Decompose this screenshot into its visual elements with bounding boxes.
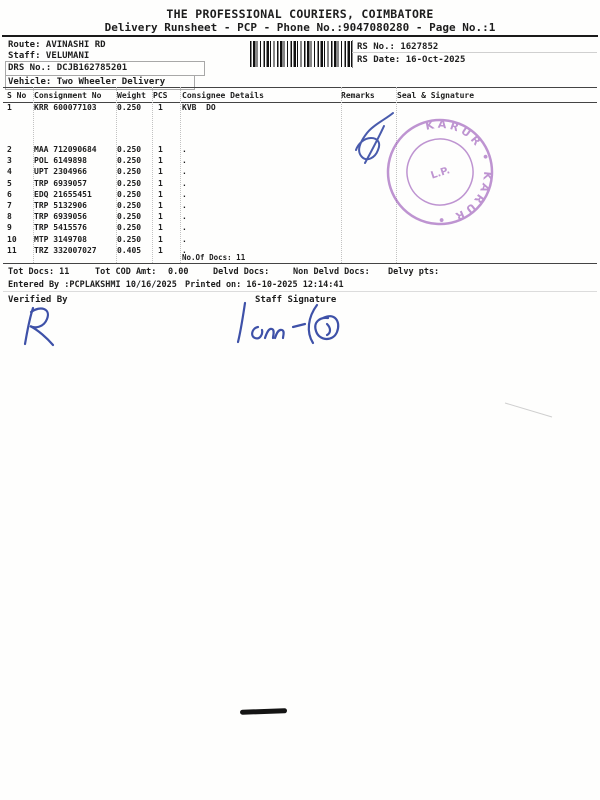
consignment-rows (3, 103, 597, 257)
printed-on-field: Printed on: 16-10-2025 12:14:41 (185, 280, 344, 290)
rs-divider-line (352, 40, 353, 68)
col-header-seal: Seal & Signature (397, 91, 475, 100)
drs-number-field: DRS No.: DCJB162785201 (8, 63, 128, 73)
table-row (3, 190, 597, 201)
delvd-docs-label: Delvd Docs: (213, 267, 270, 277)
cell-weight: 0.405 (117, 245, 142, 255)
table-bottom-border (3, 263, 597, 264)
table-row (3, 167, 597, 178)
cell-weight: 0.250 (117, 223, 142, 233)
cell-consignee: . (182, 189, 187, 199)
cell-weight: 0.250 (117, 178, 142, 188)
document-title: THE PROFESSIONAL COURIERS, COIMBATORE (166, 7, 434, 21)
cell-pcs: 1 (158, 178, 163, 188)
cell-sno: 8 (7, 212, 12, 222)
cell-weight: 0.250 (117, 212, 142, 222)
cell-sno: 11 (7, 245, 17, 255)
col-header-sno: S No (7, 91, 27, 100)
verified-by-label: Verified By (8, 295, 68, 305)
header-divider (2, 35, 598, 37)
cell-consignment-no: EDQ 21655451 (34, 189, 92, 199)
staff-signature-scribble (238, 303, 338, 343)
tot-docs-field: Tot Docs: 11 (8, 267, 70, 277)
col-header-pcs: PCS (153, 91, 168, 100)
cell-consignment-no: TRP 6939057 (34, 178, 87, 188)
cell-weight: 0.250 (117, 200, 142, 210)
barcode-icon (250, 41, 352, 67)
col-header-remarks: Remarks (341, 91, 375, 100)
document-subtitle: Delivery Runsheet - PCP - Phone No.:9047080280 - Page No.:1 (104, 21, 496, 34)
cell-consignee: . (182, 200, 187, 210)
cell-consignment-no: MAA 712090684 (34, 145, 97, 154)
footer-divider (3, 291, 597, 292)
table-row (3, 246, 597, 257)
cell-consignee: . (182, 223, 187, 233)
cell-sno: 10 (7, 234, 17, 244)
table-header-row (3, 87, 597, 103)
cell-sno: 3 (7, 156, 12, 166)
cell-consignment-no: TRZ 332007027 (34, 245, 97, 255)
cell-consignee: . (182, 234, 187, 244)
cell-sno: 9 (7, 223, 12, 233)
table-row (3, 179, 597, 190)
cell-consignee: . (182, 245, 187, 255)
rs-date-field: RS Date: 16-Oct-2025 (357, 55, 466, 65)
cell-pcs: 1 (158, 212, 163, 222)
cell-pcs: 1 (158, 223, 163, 233)
cell-consignment-no: KRR 600077103 (34, 103, 97, 112)
stamp-center-text: L.P. (429, 165, 452, 182)
col-header-weight: Weight (117, 91, 146, 100)
cell-consignee: . (182, 212, 187, 222)
route-field: Route: AVINASHI RD (8, 40, 106, 50)
table-row (3, 145, 597, 156)
cell-weight: 0.250 (117, 167, 142, 177)
entered-by-field: Entered By :PCPLAKSHMI 10/16/2025 (8, 280, 177, 290)
cell-consignee: . (182, 178, 187, 188)
cell-weight: 0.250 (117, 234, 142, 244)
table-row (3, 212, 597, 223)
col-header-consignment: Consignment No (34, 91, 102, 100)
cell-consignee: . (182, 167, 187, 177)
cell-sno: 7 (7, 200, 12, 210)
rs-number-field: RS No.: 1627852 (357, 42, 439, 52)
cell-pcs: 1 (158, 167, 163, 177)
col-header-consignee: Consignee Details (182, 91, 264, 100)
cell-weight: 0.250 (117, 145, 142, 154)
cell-pcs: 1 (158, 145, 163, 154)
cell-weight: 0.250 (117, 189, 142, 199)
stamp-rim-text: KARUR • KARUR • (424, 117, 495, 227)
cell-consignment-no: POL 6149898 (34, 156, 87, 166)
cell-pcs: 1 (158, 234, 163, 244)
cell-consignment-no: UPT 2304966 (34, 167, 87, 177)
cell-sno: 1 (7, 103, 12, 112)
cell-weight: 0.250 (117, 103, 142, 112)
cod-amt-value: 0.00 (168, 267, 189, 277)
cell-pcs: 1 (158, 189, 163, 199)
no-of-docs-label: No.Of Docs: 11 (182, 253, 246, 262)
cell-sno: 5 (7, 178, 12, 188)
table-row (3, 235, 597, 246)
cell-sno: 2 (7, 145, 12, 154)
vehicle-field: Vehicle: Two Wheeler Delivery (8, 77, 166, 87)
cell-sno: 6 (7, 189, 12, 199)
cell-pcs: 1 (158, 103, 163, 112)
table-row (3, 156, 597, 167)
verified-by-signature (25, 308, 53, 345)
cell-consignment-no: TRP 5415576 (34, 223, 87, 233)
cell-sno: 4 (7, 167, 12, 177)
cell-consignee: KVB DO (182, 103, 216, 112)
staff-field: Staff: VELUMANI (8, 51, 90, 61)
cod-amt-label: Tot COD Amt: (95, 267, 157, 277)
cell-weight: 0.250 (117, 156, 142, 166)
bottom-ink-mark (240, 708, 287, 715)
staff-signature-label: Staff Signature (255, 295, 337, 305)
cell-consignment-no: MTP 3149708 (34, 234, 87, 244)
cell-consignment-no: TRP 5132906 (34, 200, 87, 210)
rs-underline (352, 52, 597, 53)
non-delvd-docs-label: Non Delvd Docs: (293, 267, 370, 277)
cell-consignment-no: TRP 6939056 (34, 212, 87, 222)
table-row (3, 103, 597, 145)
cell-consignee: . (182, 145, 187, 154)
cell-pcs: 1 (158, 200, 163, 210)
scan-crease-mark (505, 403, 552, 417)
cell-consignee: . (182, 156, 187, 166)
cell-pcs: 1 (158, 245, 163, 255)
table-row (3, 223, 597, 234)
table-row (3, 201, 597, 212)
cell-pcs: 1 (158, 156, 163, 166)
delvy-pts-label: Delvy pts: (388, 267, 440, 277)
